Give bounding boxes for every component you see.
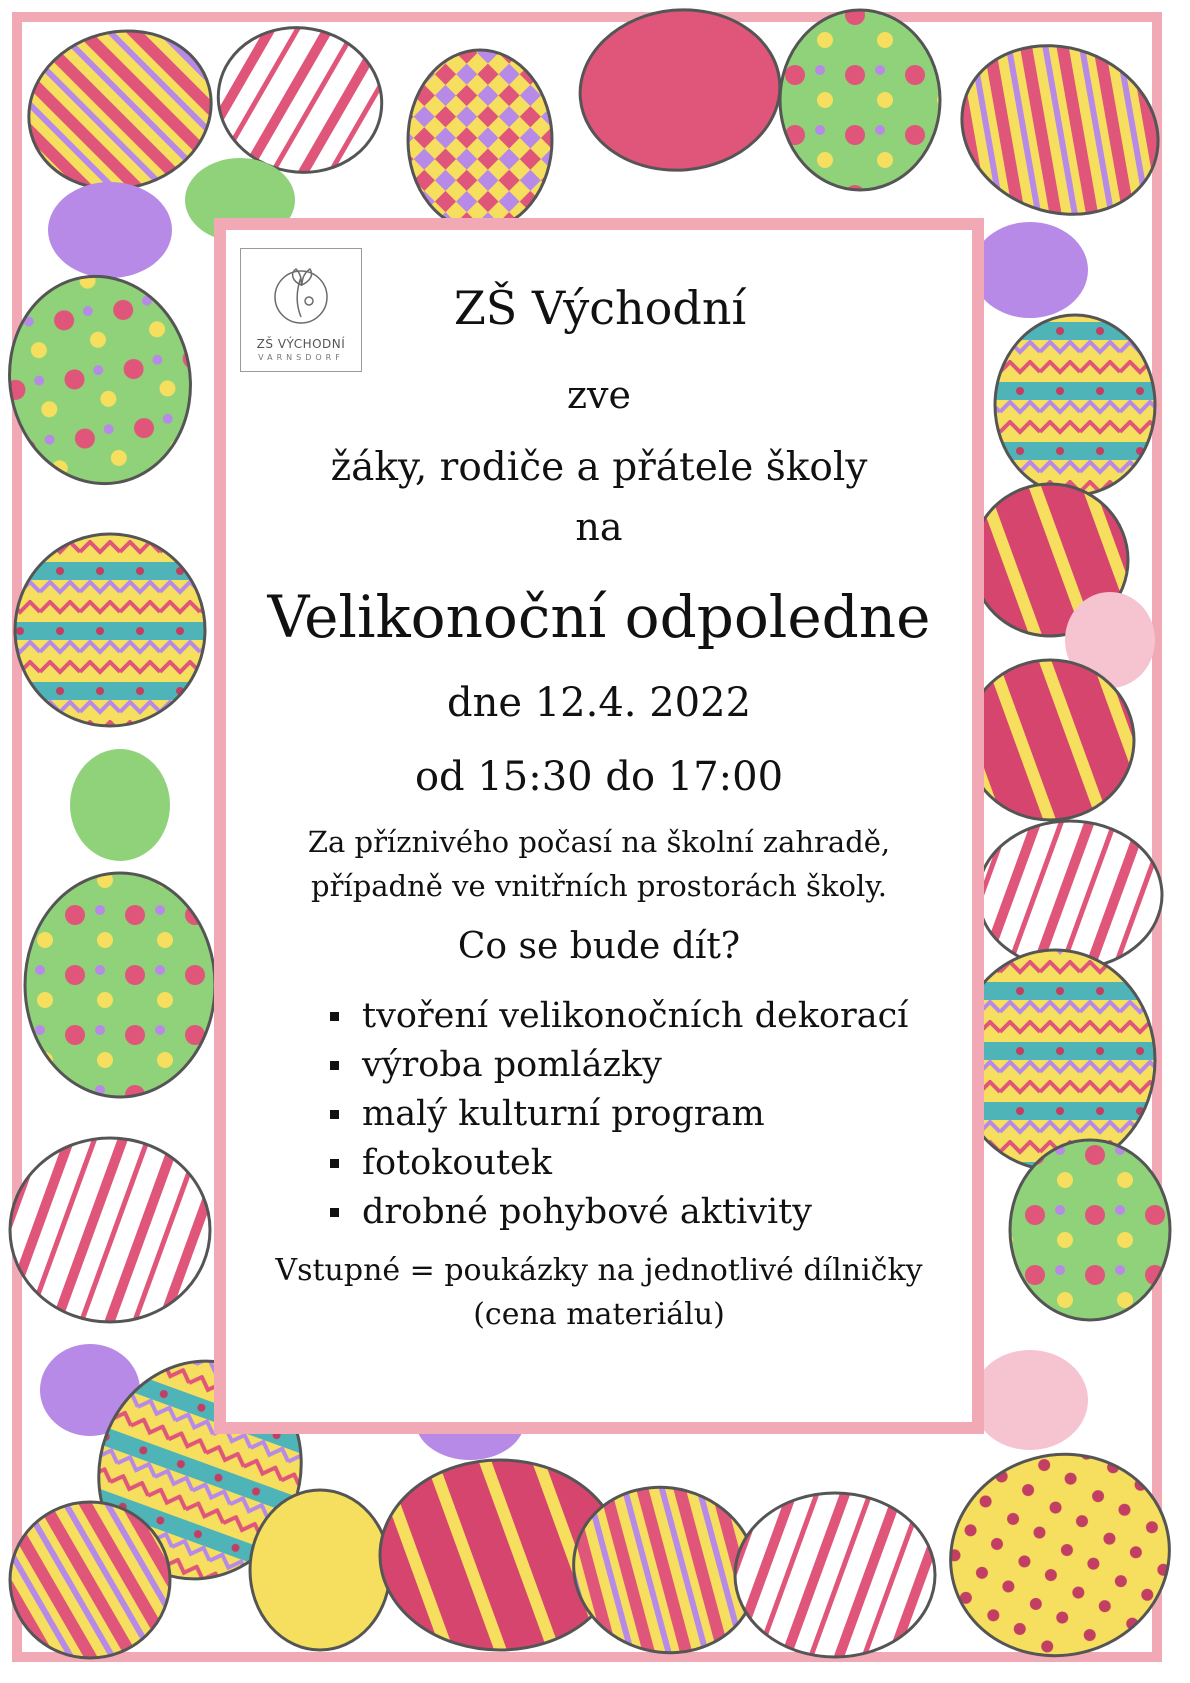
event-date: dne 12.4. 2022 (446, 680, 752, 726)
list-item (330, 1143, 908, 1192)
program-question: Co se bude dít? (457, 926, 741, 967)
event-title: Velikonoční odpoledne (267, 583, 931, 651)
bullet-icon (330, 1061, 339, 1070)
logo-city: VARNSDORF (258, 353, 344, 362)
activity-label: drobné pohybové aktivity (362, 1192, 813, 1232)
school-name: ZŠ Východní (453, 281, 747, 335)
activity-list (330, 996, 908, 1241)
list-item (330, 1045, 908, 1094)
activity-label: malý kulturní program (362, 1094, 765, 1134)
invite-verb: zve (567, 373, 631, 417)
bullet-icon (330, 1012, 339, 1021)
school-logo (240, 248, 362, 372)
bullet-icon (330, 1110, 339, 1119)
venue-line-1: Za příznivého počasí na školní zahradě, (307, 825, 891, 859)
activity-label: fotokoutek (362, 1143, 552, 1183)
admission-note-detail: (cena materiálu) (473, 1297, 725, 1332)
invited-audience: žáky, rodiče a přátele školy (330, 445, 868, 490)
logo-school-name: ZŠ VÝCHODNÍ (256, 337, 346, 351)
activity-label: výroba pomlázky (362, 1045, 662, 1085)
admission-note: Vstupné = poukázky na jednotlivé dílničky (275, 1253, 923, 1288)
venue-line-2: případně ve vnitřních prostorách školy. (311, 869, 887, 903)
list-item (330, 996, 908, 1045)
list-item (330, 1094, 908, 1143)
logo-emblem-icon (266, 255, 336, 335)
event-time: od 15:30 do 17:00 (414, 754, 784, 800)
bullet-icon (330, 1159, 339, 1168)
activity-label: tvoření velikonočních dekorací (362, 996, 909, 1036)
preposition: na (575, 505, 623, 549)
bullet-icon (330, 1208, 339, 1217)
list-item (330, 1192, 908, 1241)
